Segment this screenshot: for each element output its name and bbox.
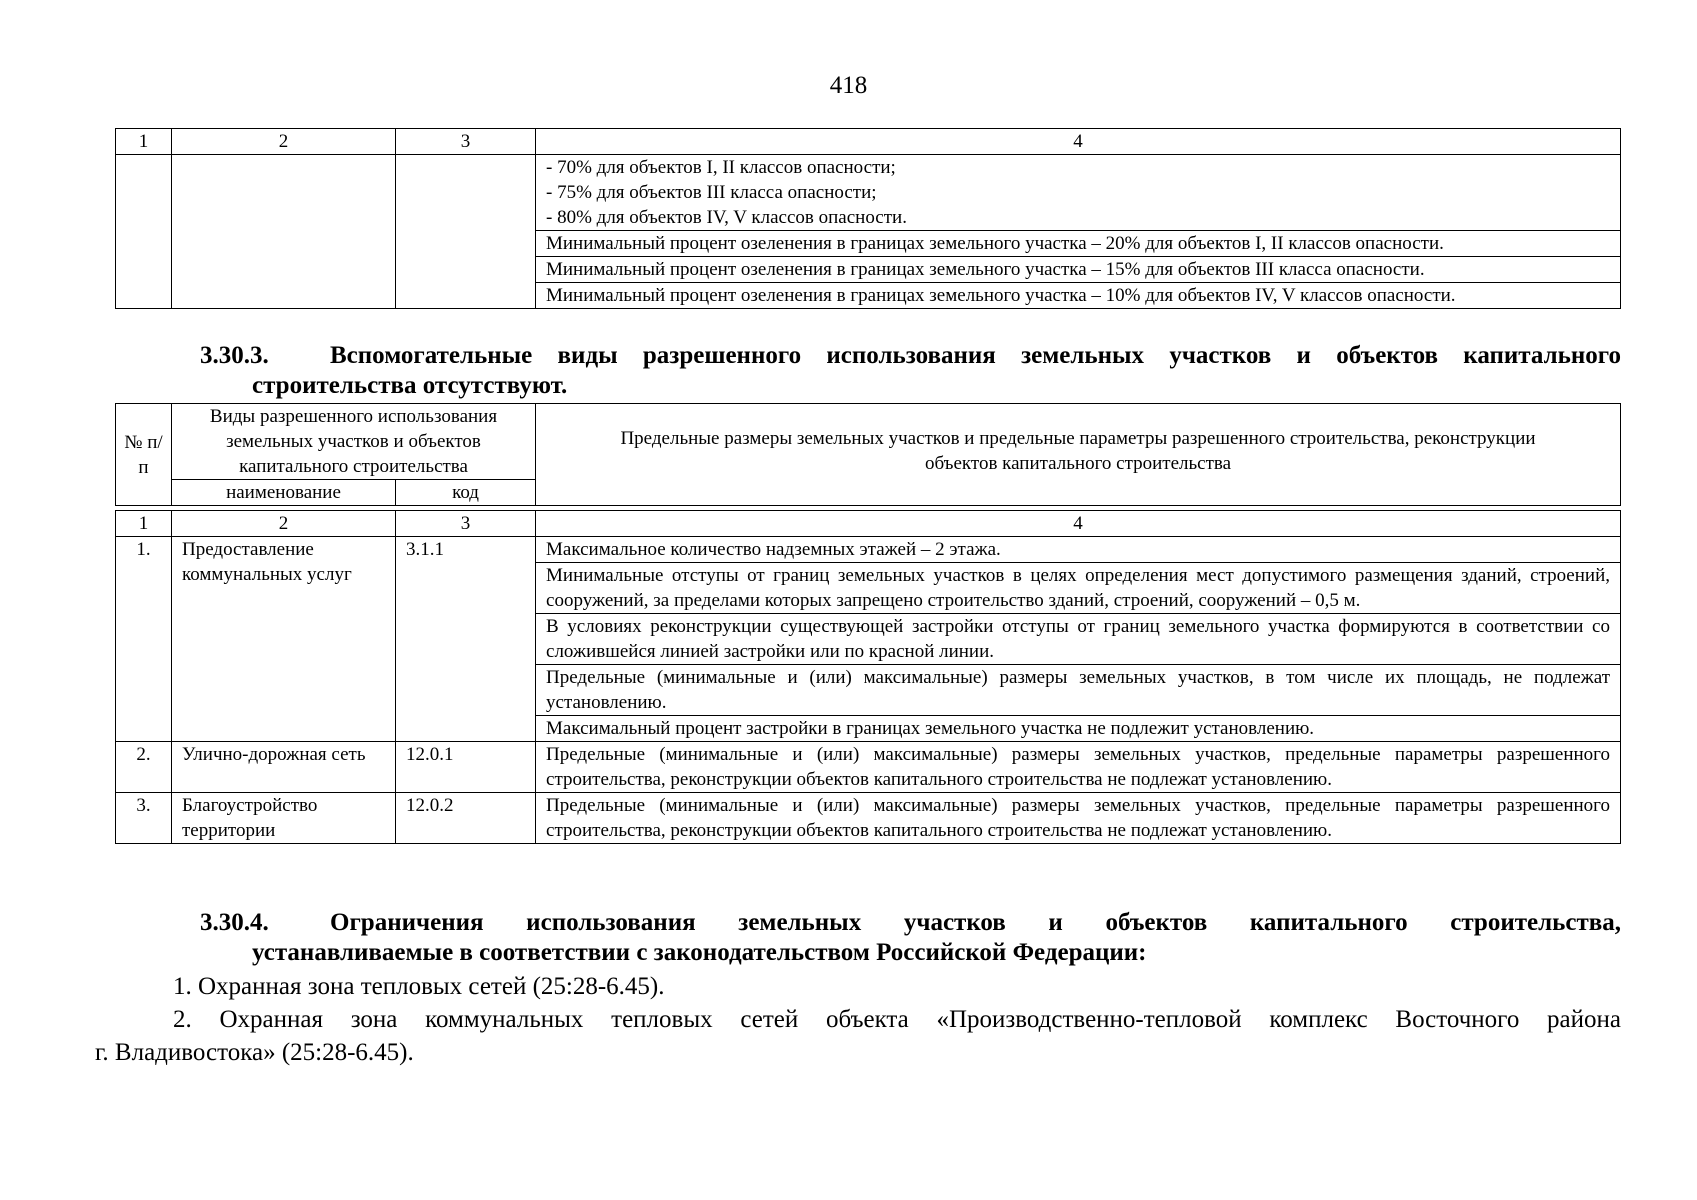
parameter-cell: В условиях реконструкции существующей застройки отступы от границ земельного участка формируются в соответствии со сложившейся линией застройки или по красной линии. <box>536 614 1621 665</box>
auxiliary-use-table <box>115 403 1621 844</box>
row-number: 3. <box>116 793 172 844</box>
section-title-line: строительства отсутствуют. <box>252 372 568 399</box>
header-use-types: Виды разрешенного использования земельных участков и объектов капитального строительства <box>172 404 536 480</box>
column-number: 3 <box>396 511 536 537</box>
table-row <box>116 155 1621 231</box>
column-number: 2 <box>172 129 396 155</box>
greening-requirement: Минимальный процент озеленения в границах земельного участка – 10% для объектов IV, V классов опасности. <box>536 283 1621 309</box>
list-item: - 70% для объектов I, II классов опасности; <box>546 157 896 178</box>
table-row <box>116 793 1621 844</box>
column-number: 3 <box>396 129 536 155</box>
section-number: 3.30.4. <box>200 909 269 936</box>
use-code: 3.1.1 <box>396 537 536 742</box>
table-column-numbers <box>116 511 1621 537</box>
header-code: код <box>396 480 536 506</box>
row-number: 1. <box>116 537 172 742</box>
use-code: 12.0.1 <box>396 742 536 793</box>
list-item: - 75% для объектов III класса опасности; <box>546 182 877 203</box>
column-number: 1 <box>116 511 172 537</box>
section-title-line: Ограничения использования земельных участков и объектов капитального строительства, <box>330 909 1621 936</box>
section-heading-3-30-3 <box>115 341 1621 401</box>
parameter-cell: Предельные (минимальные и (или) максимальные) размеры земельных участков, в том числе их площадь, не подлежат установлению. <box>536 665 1621 716</box>
hazard-class-list <box>536 155 1621 231</box>
header-name: наименование <box>172 480 396 506</box>
greening-requirement: Минимальный процент озеленения в границах земельного участка – 20% для объектов I, II классов опасности. <box>536 231 1621 257</box>
section-number: 3.30.3. <box>200 342 269 369</box>
table-column-numbers <box>116 129 1621 155</box>
column-number: 2 <box>172 511 396 537</box>
restriction-item-2 <box>95 1003 1621 1069</box>
restriction-item-1 <box>95 970 1621 1003</box>
table-header-row <box>116 404 1621 480</box>
page-number: 418 <box>829 72 868 99</box>
use-name: Предоставление коммунальных услуг <box>172 537 396 742</box>
use-name: Улично-дорожная сеть <box>172 742 396 793</box>
paragraph-text: 2. Охранная зона коммунальных тепловых сетей объекта «Производственно-тепловой комплекс Восточного района <box>173 1006 1621 1033</box>
column-number: 1 <box>116 129 172 155</box>
parameter-cell: Максимальный процент застройки в границах земельного участка не подлежит установлению. <box>536 716 1621 742</box>
section-heading-3-30-4 <box>115 908 1621 968</box>
parameter-cell: Максимальное количество надземных этажей – 2 этажа. <box>536 537 1621 563</box>
parameter-cell: Предельные (минимальные и (или) максимальные) размеры земельных участков, предельные параметры разрешенного строительства, реконструкции объектов капитального строительства не подлежат установлению. <box>536 742 1621 793</box>
paragraph-text: 1. Охранная зона тепловых сетей (25:28-6.45). <box>173 973 665 1000</box>
empty-cell <box>116 155 172 309</box>
parameter-cell: Предельные (минимальные и (или) максимальные) размеры земельных участков, предельные параметры разрешенного строительства, реконструкции объектов капитального строительства не подлежат установлению. <box>536 793 1621 844</box>
header-limits: Предельные размеры земельных участков и предельные параметры разрешенного строительства, реконструкции объектов капитального строительства <box>536 404 1621 506</box>
header-number: № п/п <box>116 404 172 506</box>
use-code: 12.0.2 <box>396 793 536 844</box>
table-row <box>116 742 1621 793</box>
column-number: 4 <box>536 511 1621 537</box>
table-row <box>116 537 1621 563</box>
list-item: - 80% для объектов IV, V классов опасности. <box>546 207 907 228</box>
use-name: Благоустройство территории <box>172 793 396 844</box>
greening-requirement: Минимальный процент озеленения в границах земельного участка – 15% для объектов III класса опасности. <box>536 257 1621 283</box>
parameter-cell: Минимальные отступы от границ земельных участков в целях определения мест допустимого размещения зданий, строений, сооружений, за пределами которых запрещено строительство зданий, строений, сооружений – 0,5 м. <box>536 563 1621 614</box>
section-title-line: устанавливаемые в соответствии с законодательством Российской Федерации: <box>252 939 1147 966</box>
section-title-line: Вспомогательные виды разрешенного использования земельных участков и объектов капитального <box>330 342 1621 369</box>
paragraph-text-continued: г. Владивостока» (25:28-6.45). <box>95 1039 414 1066</box>
empty-cell <box>172 155 396 309</box>
column-number: 4 <box>536 129 1621 155</box>
empty-cell <box>396 155 536 309</box>
zone-parameters-table-continued <box>115 128 1621 309</box>
row-number: 2. <box>116 742 172 793</box>
